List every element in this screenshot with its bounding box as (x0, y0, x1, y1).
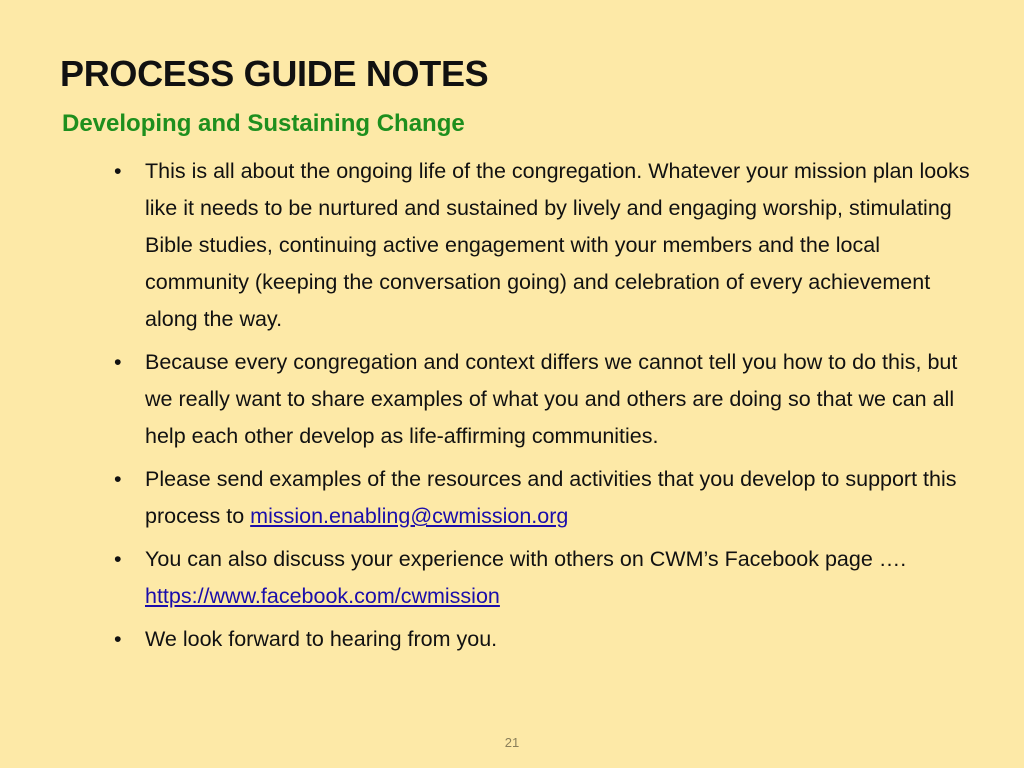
bullet-icon: • (114, 627, 122, 651)
page-number: 21 (504, 735, 520, 750)
bullet-list (114, 153, 974, 664)
list-item (114, 344, 974, 455)
slide-title: PROCESS GUIDE NOTES (60, 53, 489, 94)
list-item (114, 541, 974, 615)
slide-subtitle: Developing and Sustaining Change (62, 110, 465, 137)
facebook-link[interactable]: https://www.facebook.com/cwmission (145, 584, 500, 608)
list-item (114, 621, 974, 658)
bullet-text: You can also discuss your experience with others on CWM’s Facebook page …. (145, 547, 907, 571)
bullet-icon: • (114, 350, 122, 374)
bullet-text: Please send examples of the resources and activities that you develop to support this process to (145, 467, 957, 528)
bullet-icon: • (114, 159, 122, 183)
bullet-text: This is all about the ongoing life of the congregation. Whatever your mission plan looks like it needs to be nurtured and sustained by lively and engaging worship, stimulating Bible studies, continuing active engagement with your members and the local community (keeping the conversation going) and celebration of every achievement along the way. (145, 159, 970, 331)
bullet-icon: • (114, 467, 122, 491)
bullet-text: We look forward to hearing from you. (145, 627, 498, 651)
list-item (114, 153, 974, 338)
email-link[interactable]: mission.enabling@cwmission.org (250, 504, 569, 528)
bullet-icon: • (114, 547, 122, 571)
list-item (114, 461, 974, 535)
bullet-text: Because every congregation and context differs we cannot tell you how to do this, but we really want to share examples of what you and others are doing so that we can all help each other develop as life-affirming communities. (145, 350, 958, 448)
